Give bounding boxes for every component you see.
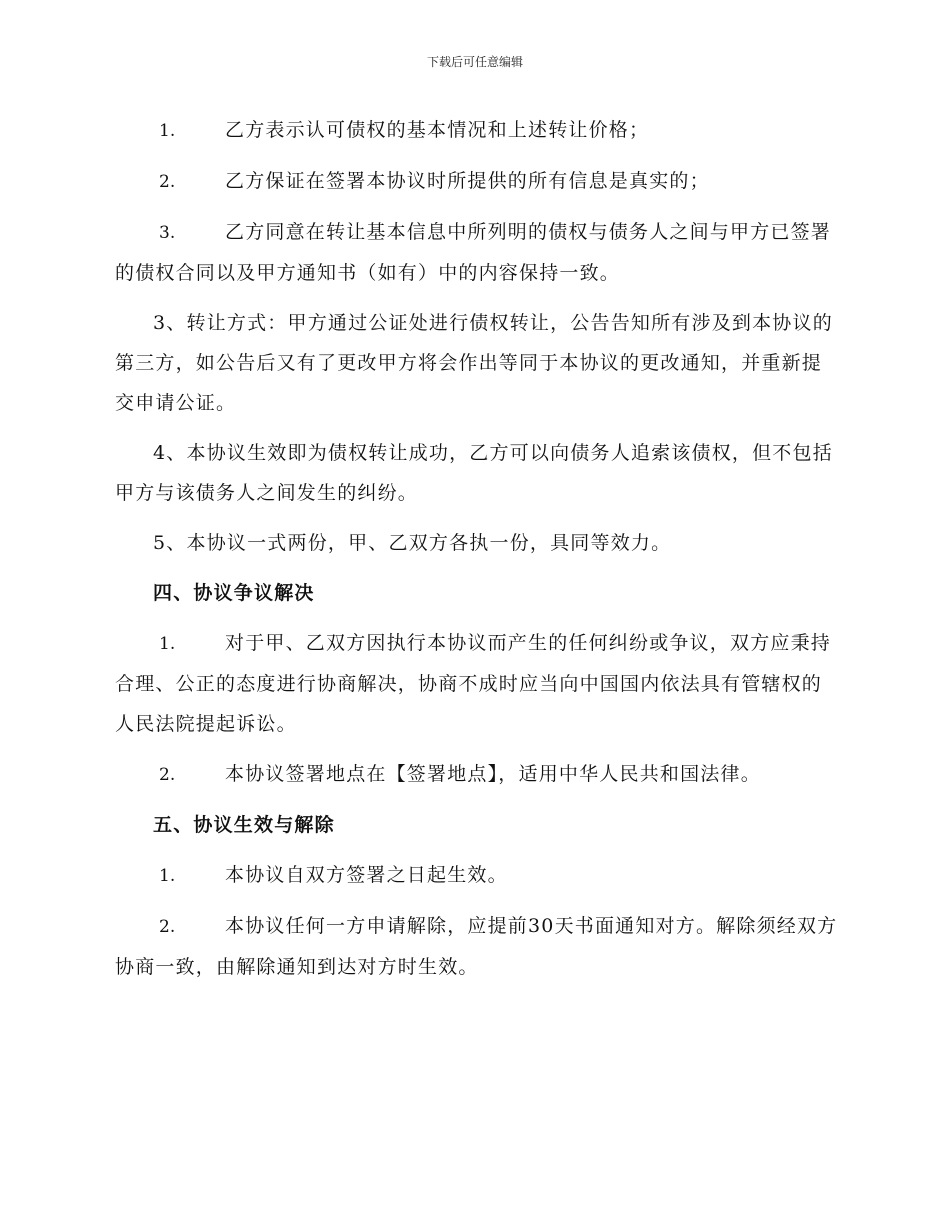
item-number: 2.	[159, 172, 176, 192]
numbered-item	[115, 906, 840, 987]
numbered-item	[115, 161, 840, 202]
item-text: 本协议任何一方申请解除，应提前30天书面通知对方。解除须经双方协商一致，由解除通知到达对方时生效。	[115, 915, 838, 978]
item-text: 本协议签署地点在【签署地点】，适用中华人民共和国法律。	[225, 763, 761, 785]
item-number: 3.	[159, 223, 176, 243]
item-number: 1.	[159, 634, 176, 654]
item-text: 乙方保证在签署本协议时所提供的所有信息是真实的；	[225, 170, 710, 192]
numbered-item	[115, 855, 840, 896]
item-number: 1.	[159, 866, 176, 886]
numbered-item	[115, 754, 840, 795]
section-heading: 四、协议争议解决	[153, 582, 315, 604]
document-body	[115, 110, 840, 997]
page-header: 下载后可任意编辑	[426, 55, 523, 69]
item-text: 乙方同意在转让基本信息中所列明的债权与债务人之间与甲方已签署的债权合同以及甲方通知书（如有）中的内容保持一致。	[115, 221, 832, 284]
numbered-item	[115, 212, 840, 293]
item-number: 1.	[159, 121, 176, 141]
item-text: 乙方表示认可债权的基本情况和上述转让价格；	[225, 119, 650, 141]
item-number: 2.	[159, 765, 176, 785]
clause-paragraph: 4、本协议生效即为债权转让成功，乙方可以向债务人追索该债权，但不包括甲方与该债务人之间发生的纠纷。	[115, 442, 833, 504]
clause-paragraph: 3、转让方式：甲方通过公证处进行债权转让，公告告知所有涉及到本协议的第三方，如公告后又有了更改甲方将会作出等同于本协议的更改通知，并重新提交申请公证。	[115, 312, 833, 414]
numbered-item	[115, 623, 840, 744]
item-number: 2.	[159, 917, 176, 937]
numbered-item	[115, 110, 840, 151]
item-text: 本协议自双方签署之日起生效。	[225, 864, 508, 886]
item-text: 对于甲、乙双方因执行本协议而产生的任何纠纷或争议，双方应秉持合理、公正的态度进行协商解决，协商不成时应当向中国国内依法具有管辖权的人民法院提起诉讼。	[115, 632, 832, 735]
clause-paragraph: 5、本协议一式两份，甲、乙双方各执一份，具同等效力。	[153, 532, 672, 554]
section-heading: 五、协议生效与解除	[153, 814, 335, 836]
